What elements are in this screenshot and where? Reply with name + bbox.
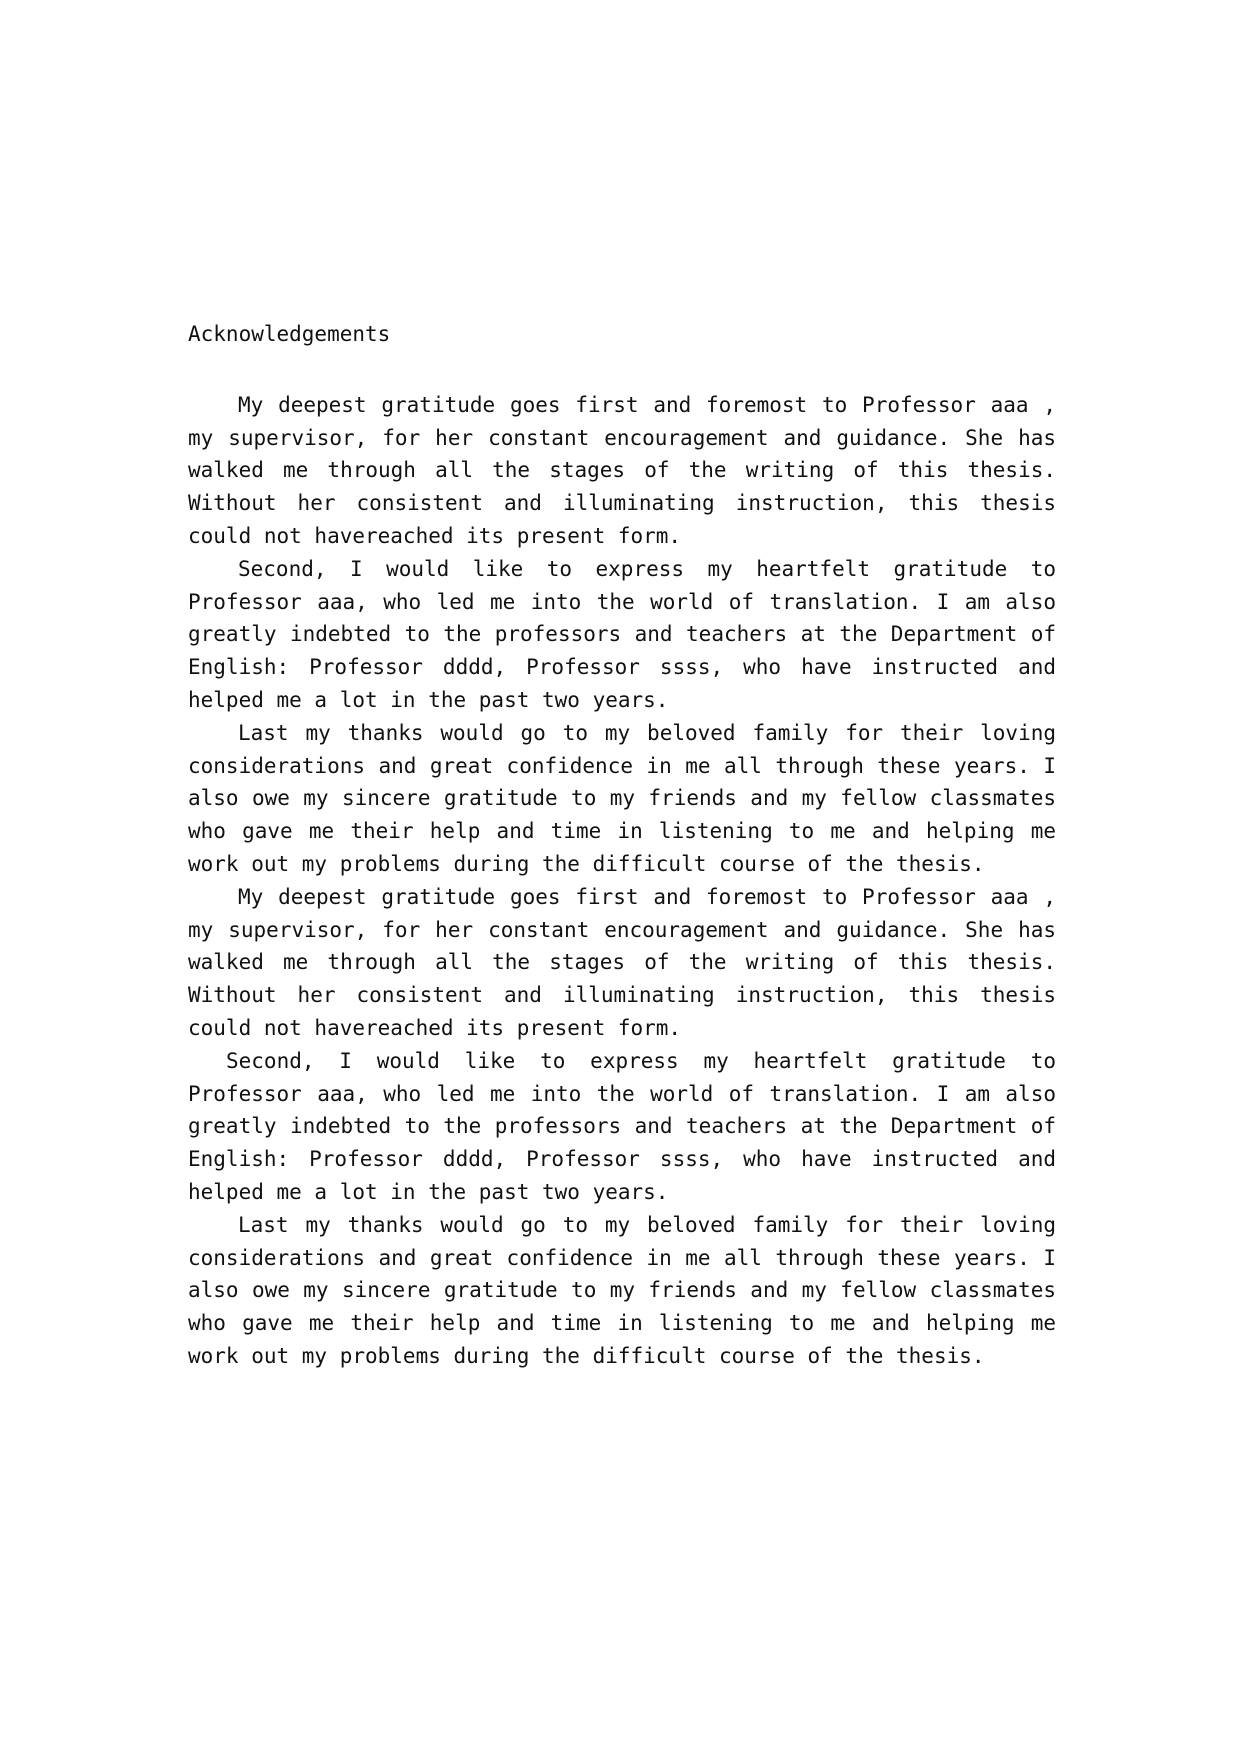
paragraph: Second, I would like to express my heartfelt gratitude to Professor aaa, who led me into the world of translation. I am also greatly indebted to the professors and teachers at the Department of English: Professor dddd, Professor ssss, who have instructed and helped me a lot in the past two years. (188, 1048, 1056, 1204)
paragraph: Last my thanks would go to my beloved family for their loving considerations and great confidence in me all through these years. I also owe my sincere gratitude to my friends and my fellow classmates who gave me their help and time in listening to me and helping me work out my problems during the difficult course of the thesis. (188, 720, 1056, 876)
paragraph: My deepest gratitude goes first and foremost to Professor aaa , my supervisor, for her constant encouragement and guidance. She has walked me through all the stages of the writing of this thesis. Without her consistent and illuminating instruction, this thesis could not havereached its present form. (188, 392, 1056, 548)
paragraph: Second, I would like to express my heartfelt gratitude to Professor aaa, who led me into the world of translation. I am also greatly indebted to the professors and teachers at the Department of English: Professor dddd, Professor ssss, who have instructed and helped me a lot in the past two years. (188, 556, 1056, 712)
paragraph: My deepest gratitude goes first and foremost to Professor aaa , my supervisor, for her constant encouragement and guidance. She has walked me through all the stages of the writing of this thesis. Without her consistent and illuminating instruction, this thesis could not havereached its present form. (188, 884, 1056, 1040)
page-title: Acknowledgements (188, 322, 391, 346)
document-body (188, 318, 1056, 1373)
paragraph: Last my thanks would go to my beloved family for their loving considerations and great confidence in me all through these years. I also owe my sincere gratitude to my friends and my fellow classmates who gave me their help and time in listening to me and helping me work out my problems during the difficult course of the thesis. (188, 1212, 1056, 1368)
